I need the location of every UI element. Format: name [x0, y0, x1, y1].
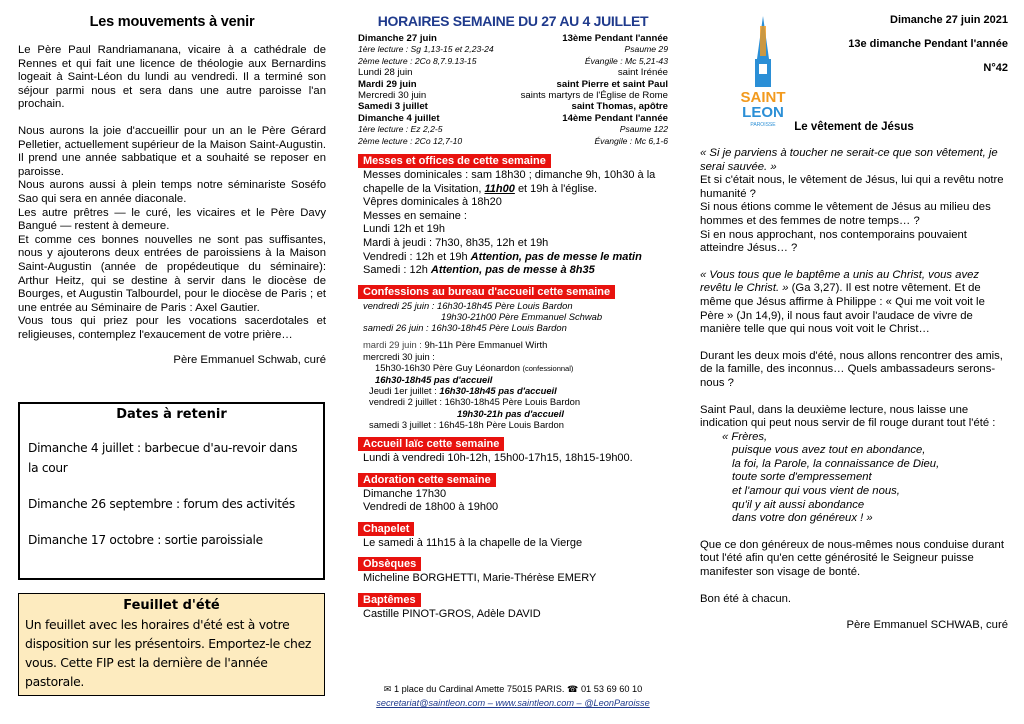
left-paragraph: Les autre prêtres — le curé, les vicaires et le Père Davy Bangué — restent à demeure. — [18, 206, 326, 233]
row-right: saint Pierre et saint Paul — [556, 78, 668, 90]
logo-text-saint: SAINT — [740, 89, 786, 106]
row-right: Évangile : Mc 5,21-43 — [584, 55, 668, 66]
messes-line: Mardi à jeudi : 7h30, 8h35, 12h et 19h — [363, 237, 549, 250]
confession-line: mercredi 30 juin : — [363, 350, 435, 362]
row-left: 2ème lecture : 2Co 8,7.9.13-15 — [358, 55, 477, 66]
row-left: 2ème lecture : 2Co 12,7-10 — [358, 135, 463, 146]
confessions-section — [358, 300, 668, 430]
confession-line: 16h30-18h45 pas d'accueil — [375, 374, 493, 386]
feuillet-title: Feuillet d'été — [123, 598, 220, 613]
confession-line: 9h-11h Père Emmanuel Wirth — [424, 339, 548, 351]
editorial-paragraph: Durant les deux mois d'été, nous allons rencontrer des amis, de la famille, des inconnus… Quels ambassadeurs serons-nous ? — [700, 349, 1003, 389]
feuillet-box — [18, 593, 325, 696]
row-right: Psaume 29 — [624, 44, 668, 55]
poem-line: la foi, la Parole, la connaissance de Dieu, — [732, 457, 940, 470]
footer-links[interactable]: secretariat@saintleon.com – www.saintleon.com – @LeonParoisse — [376, 698, 650, 708]
confession-line: vendredi 25 juin : 16h30-18h45 Père Louis Bardon — [363, 299, 573, 311]
left-column — [18, 0, 326, 366]
poem — [700, 431, 1008, 526]
left-paragraph: Le Père Paul Randriamanana, vicaire à a cathédrale de Rennes et qui fait une licence de théologie aux Bernardins logeait à Saint-Léon du lundi au vendredi. Il a terminé son séjour parmi nous et sera dans une autre paroisse l'an prochain. — [18, 44, 326, 111]
dates-box — [18, 402, 325, 580]
logo-text-leon: LEON — [742, 104, 784, 121]
right-column — [700, 0, 1008, 633]
messes-line: Messes dominicales : sam 18h30 ; dimanche 9h, 10h30 à la chapelle de la Visitation, — [363, 169, 656, 195]
row-right: saints martyrs de l'Église de Rome — [520, 90, 668, 102]
row-right: 14ème Pendant l'année — [562, 112, 668, 124]
confession-note: (confessionnal) — [522, 363, 574, 373]
adoration-line: Dimanche 17h30 — [363, 487, 447, 500]
left-paragraph: Nous aurons aussi à plein temps notre séminariste Soséfo Sao qui sera en année diaconale. — [18, 179, 326, 205]
section-heading-messes: Messes et offices de cette semaine — [358, 154, 551, 168]
row-right: Psaume 122 — [619, 124, 668, 135]
poem-line: toute sorte d'empressement — [732, 471, 872, 484]
section-heading-adoration: Adoration cette semaine — [358, 473, 496, 487]
middle-column — [358, 0, 668, 622]
messes-line: et 19h à l'église. — [517, 182, 598, 195]
editorial-paragraph: Que ce don généreux de nous-mêmes nous conduise durant tout l'été afin qu'en cette générosité le Seigneur puisse manifester son visage de bonté. — [700, 538, 1004, 579]
poem-line: et l'amour qui vous vient de nous, — [732, 485, 900, 498]
schedule-title: HORAIRES SEMAINE DU 27 AU 4 JUILLET — [377, 13, 649, 29]
editorial-signature: Père Emmanuel SCHWAB, curé — [846, 619, 1008, 632]
editorial-paragraph: Si en nous approchant, nos contemporains pouvaient atteindre Jésus… ? — [700, 228, 967, 255]
messes-line: Messes en semaine : — [363, 209, 467, 222]
obseques-text: Micheline BORGHETTI, Marie-Thérèse EMERY — [363, 572, 597, 585]
row-left: Lundi 28 juin — [358, 67, 413, 79]
messes-line: Vendredi : 12h et 19h — [363, 250, 468, 263]
chapelet-text: Le samedi à 11h15 à la chapelle de la Vierge — [363, 536, 583, 549]
row-right: saint Irénée — [617, 67, 668, 79]
date-item: Dimanche 26 septembre : forum des activités — [28, 497, 295, 511]
baptemes-text: Castille PINOT-GROS, Adèle DAVID — [363, 608, 541, 621]
poem-line: qu'il y ait aussi abondance — [732, 498, 865, 511]
section-heading-chapelet: Chapelet — [358, 522, 414, 536]
section-heading-confessions: Confessions au bureau d'accueil cette semaine — [358, 285, 615, 299]
messes-section — [358, 169, 668, 278]
messes-line: Samedi : 12h — [363, 264, 428, 277]
accueil-text: Lundi à vendredi 10h-12h, 15h00-17h15, 18h15-19h00. — [363, 452, 633, 465]
confession-line: 19h30-21h00 Père Emmanuel Schwab — [441, 311, 603, 323]
confession-line: 16h30-18h45 pas d'accueil — [439, 385, 557, 397]
editorial-paragraph: (Ga 3,27). Il est notre vêtement. Et de même que Jésus affirme à Philippe : « Qui me voit voit le Père » (Jn 14,9), il nous faut avoir l'audace de vivre de manière telle que qui nous voit voit le Christ… — [700, 282, 985, 336]
confession-line: 15h30-16h30 Père Guy Léonardon — [375, 361, 520, 373]
row-right: 13ème Pendant l'année — [562, 33, 668, 44]
left-paragraph: Vous tous qui priez pour les vocations sacerdotales et religieuses, contemplez l'exaucement de votre prière… — [18, 315, 326, 341]
adoration-line: Vendredi de 18h00 à 19h00 — [363, 501, 499, 514]
section-heading-accueil: Accueil laïc cette semaine — [358, 437, 504, 451]
issue-sunday: 13e dimanche Pendant l'année — [848, 38, 1008, 50]
editorial-quote: « Si je parviens à toucher ne serait-ce que son vêtement, je serai sauvée. » — [700, 147, 998, 173]
editorial-paragraph: Saint Paul, dans la deuxième lecture, nous laisse une indication qui peut nous servir de fil rouge durant tout l'été : — [700, 403, 996, 430]
section-heading-obseques: Obsèques — [358, 557, 421, 571]
row-left: Dimanche 27 juin — [358, 33, 437, 44]
poem-line: dans votre don généreux ! » — [732, 512, 873, 525]
editorial-paragraph: Et si c'était nous, le vêtement de Jésus, lui qui a revêtu notre humanité ? — [700, 174, 1004, 200]
feuillet-text: Un feuillet avec les horaires d'été est à votre disposition sur les présentoirs. Emportez-le chez vous. Cette FIP est la dernière de l'année pastorale. — [25, 617, 312, 689]
row-left: Mardi 29 juin — [358, 78, 417, 90]
footer-address: ✉ 1 place du Cardinal Amette 75015 PARIS. ☎ 01 53 69 60 10 — [383, 684, 643, 694]
row-right: Évangile : Mc 6,1-6 — [594, 135, 668, 146]
editorial-title: Le vêtement de Jésus — [794, 121, 914, 133]
dates-title: Dates à retenir — [116, 407, 227, 422]
confession-line: samedi 3 juillet : 16h45-18h Père Louis Bardon — [369, 418, 564, 430]
messes-attention: Attention, pas de messe le matin — [470, 250, 642, 263]
adoration-section — [358, 488, 668, 515]
row-right: saint Thomas, apôtre — [571, 101, 668, 113]
logo-text-paroisse: PAROISSE — [750, 122, 776, 128]
messes-time-highlight: 11h00 — [484, 182, 515, 195]
confession-line: samedi 26 juin : 16h30-18h45 Père Louis Bardon — [363, 322, 567, 334]
left-paragraph: Et comme ces bonnes nouvelles ne sont pas suffisantes, nous y ajouterons deux entrées de paroissiens à la Maison Saint-Augustin (année de propédeutique du séminaire): Arthur Heitz, qui se destine à servir dans le diocèse de Bourges, et Augustin Talbourdel, pour le diocèse de Paris ; et une entrée au Séminaire de Paris : Axel Gautier. — [18, 233, 326, 314]
messes-line: Lundi 12h et 19h — [363, 223, 445, 236]
poem-line: puisque vous avez tout en abondance, — [732, 444, 926, 457]
left-paragraph: Nous aurons la joie d'accueillir pour un an le Père Gérard Pelletier, actuellement supérieur de la Maison Saint-Augustin. Il prend une année sabbatique et a souhaité se reposer en paroisse. — [18, 124, 326, 178]
liturgy-table — [358, 33, 668, 147]
confession-line: 19h30-21h pas d'accueil — [457, 407, 564, 419]
row-left: Mercredi 30 juin — [358, 90, 427, 102]
messes-line: Vêpres dominicales à 18h20 — [363, 196, 502, 209]
messes-attention: Attention, pas de messe à 8h35 — [430, 264, 595, 277]
row-left: Samedi 3 juillet — [358, 101, 428, 113]
row-left: Dimanche 4 juillet — [358, 112, 440, 124]
row-left: 1ère lecture : Sg 1,13-15 et 2,23-24 — [358, 44, 494, 55]
row-left: 1ère lecture : Ez 2,2-5 — [358, 124, 443, 135]
date-item: Dimanche 4 juillet : barbecue d'au-revoir dans la cour — [28, 441, 298, 475]
poem-line: « Frères, — [722, 430, 768, 443]
section-heading-baptemes: Baptêmes — [358, 593, 421, 607]
editorial-paragraph: Si nous étions comme le vêtement de Jésus au milieu des hommes et des femmes de notre temps… ? — [700, 201, 991, 227]
left-title: Les mouvements à venir — [89, 14, 255, 30]
issue-date: Dimanche 27 juin 2021 — [890, 14, 1008, 26]
left-signature: Père Emmanuel Schwab, curé — [173, 354, 326, 367]
footer — [358, 682, 668, 710]
editorial-quote: « Vous tous que le baptême a unis au Christ, vous avez revêtu le Christ. » — [700, 268, 980, 295]
date-item: Dimanche 17 octobre : sortie paroissiale — [28, 533, 263, 547]
editorial-paragraph: Bon été à chacun. — [700, 592, 792, 605]
issue-number: N°42 — [983, 62, 1008, 74]
confession-line: mardi 29 juin : — [363, 339, 422, 351]
confession-line: vendredi 2 juillet : 16h30-18h45 Père Louis Bardon — [369, 396, 581, 408]
confession-line: Jeudi 1er juillet : — [369, 385, 437, 397]
